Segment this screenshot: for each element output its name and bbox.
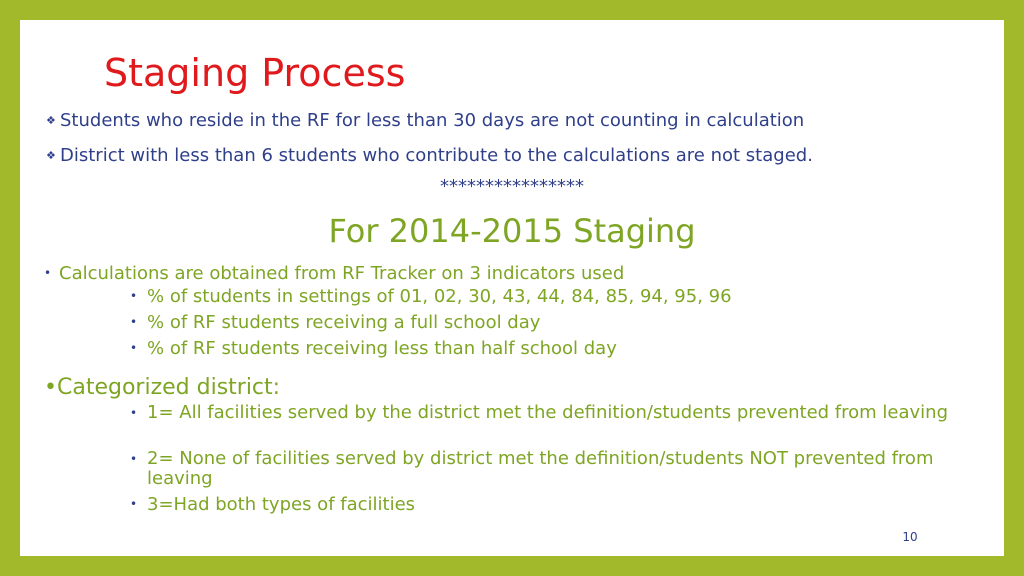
bullet-dot-icon: • — [130, 341, 138, 355]
slide-title: Staging Process — [104, 51, 406, 95]
category-sub-item-text: 1= All facilities served by the district met the definition/students prevented from leaving — [147, 402, 948, 423]
separator-stars: **************** — [440, 176, 584, 197]
calc-bullet-text: Calculations are obtained from RF Tracker on 3 indicators used — [59, 263, 625, 284]
calc-sub-item-text: % of RF students receiving a full school day — [147, 312, 541, 333]
diamond-item — [46, 144, 813, 168]
category-sub-item — [130, 449, 950, 489]
category-sub-item — [130, 403, 950, 423]
category-sub-item-text: 2= None of facilities served by district met the definition/students NOT prevented from leaving — [147, 448, 934, 489]
category-bullet — [44, 375, 280, 401]
bullet-dot-icon: • — [130, 315, 138, 329]
bullet-dot-icon: • — [44, 266, 52, 280]
category-sub-item-text: 3=Had both types of facilities — [147, 494, 416, 515]
bullet-dot-icon: • — [130, 497, 138, 511]
calc-sub-item — [130, 286, 732, 307]
bullet-dot-icon: • — [130, 289, 138, 303]
calc-bullet — [44, 262, 624, 285]
bullet-dot-icon: • — [130, 452, 138, 466]
bullet-dot-icon: • — [130, 406, 138, 420]
diamond-bullet-icon: ❖ — [46, 114, 56, 127]
category-bullet-text: Categorized district: — [56, 375, 281, 400]
page-number: 10 — [902, 530, 918, 544]
calc-sub-item — [130, 338, 617, 359]
staging-subheading: For 2014-2015 Staging — [328, 212, 696, 250]
diamond-item-text: Students who reside in the RF for less than 30 days are not counting in calculation — [60, 110, 805, 131]
calc-sub-item — [130, 312, 540, 333]
diamond-bullet-icon: ❖ — [46, 149, 56, 162]
calc-sub-item-text: % of RF students receiving less than half school day — [147, 338, 617, 359]
bullet-dot-icon: • — [44, 375, 57, 400]
calc-sub-item-text: % of students in settings of 01, 02, 30, 43, 44, 84, 85, 94, 95, 96 — [147, 286, 732, 307]
category-sub-item — [130, 494, 415, 515]
diamond-item — [46, 109, 804, 133]
diamond-item-text: District with less than 6 students who contribute to the calculations are not staged. — [60, 145, 813, 166]
